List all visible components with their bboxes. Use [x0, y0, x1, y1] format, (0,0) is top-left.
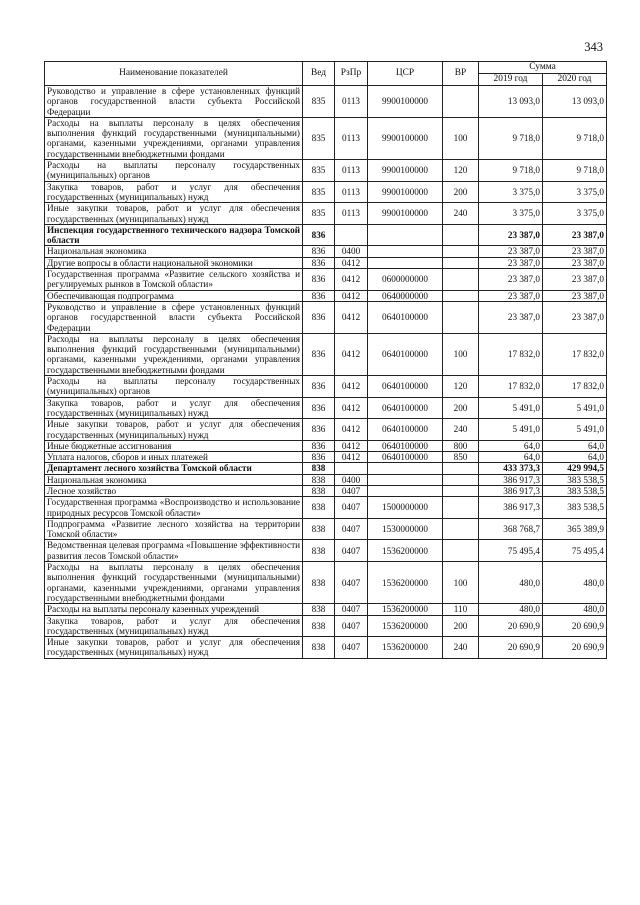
cell-ved: 838	[303, 615, 335, 637]
cell-rzpr	[335, 224, 368, 246]
table-row	[45, 203, 607, 225]
cell-name: Иные закупки товаров, работ и услуг для обеспечения государственных (муниципальных) нужд	[45, 419, 303, 441]
cell-2020: 3 375,0	[543, 181, 607, 203]
cell-ved: 835	[303, 203, 335, 225]
table-body	[45, 86, 607, 659]
cell-vr	[443, 86, 479, 118]
cell-csr: 0640100000	[368, 376, 443, 398]
cell-vr: 200	[443, 181, 479, 203]
cell-csr: 1530000000	[368, 518, 443, 540]
cell-name: Национальная экономика	[45, 246, 303, 257]
cell-rzpr: 0113	[335, 117, 368, 159]
budget-table	[44, 61, 607, 659]
cell-name: Инспекция государственного технического надзора Томской области	[45, 224, 303, 246]
cell-ved: 836	[303, 440, 335, 451]
cell-vr: 120	[443, 160, 479, 182]
table-row	[45, 474, 607, 485]
cell-2020: 64,0	[543, 440, 607, 451]
cell-csr: 9900100000	[368, 86, 443, 118]
cell-2020: 480,0	[543, 562, 607, 604]
cell-vr: 120	[443, 376, 479, 398]
cell-2019: 480,0	[479, 562, 543, 604]
cell-csr: 1536200000	[368, 615, 443, 637]
cell-vr: 100	[443, 562, 479, 604]
cell-name: Лесное хозяйство	[45, 485, 303, 496]
cell-csr	[368, 257, 443, 268]
cell-ved: 838	[303, 518, 335, 540]
cell-2020: 23 387,0	[543, 269, 607, 291]
cell-csr	[368, 474, 443, 485]
cell-2020: 5 491,0	[543, 419, 607, 441]
table-row	[45, 540, 607, 562]
cell-rzpr: 0113	[335, 203, 368, 225]
table-row	[45, 181, 607, 203]
table-row	[45, 269, 607, 291]
cell-vr: 240	[443, 419, 479, 441]
cell-csr: 0640000000	[368, 290, 443, 301]
cell-rzpr: 0407	[335, 540, 368, 562]
table-row	[45, 117, 607, 159]
cell-ved: 835	[303, 181, 335, 203]
table-row	[45, 86, 607, 118]
cell-2020: 383 538,5	[543, 485, 607, 496]
cell-vr: 110	[443, 604, 479, 615]
cell-csr: 1536200000	[368, 637, 443, 659]
cell-vr: 240	[443, 637, 479, 659]
header-sum: Сумма	[479, 62, 607, 74]
cell-2020: 9 718,0	[543, 160, 607, 182]
cell-rzpr: 0407	[335, 604, 368, 615]
table-row	[45, 301, 607, 333]
cell-rzpr: 0407	[335, 637, 368, 659]
cell-2019: 23 387,0	[479, 290, 543, 301]
cell-2019: 17 832,0	[479, 376, 543, 398]
cell-name: Государственная программа «Развитие сельского хозяйства и регулируемых рынков в Томской области»	[45, 269, 303, 291]
cell-vr	[443, 497, 479, 519]
cell-csr	[368, 463, 443, 474]
cell-name: Расходы на выплаты персоналу в целях обеспечения выполнения функций государственными (муниципальными) органами, казенными учреждениями, органами управления государственными внебюджетными фондами	[45, 333, 303, 375]
cell-2019: 20 690,9	[479, 637, 543, 659]
cell-name: Закупка товаров, работ и услуг для обеспечения государственных (муниципальных) нужд	[45, 615, 303, 637]
cell-2019: 480,0	[479, 604, 543, 615]
cell-vr	[443, 301, 479, 333]
cell-rzpr: 0412	[335, 269, 368, 291]
cell-vr	[443, 540, 479, 562]
cell-rzpr: 0113	[335, 86, 368, 118]
table-row	[45, 463, 607, 474]
table-row	[45, 440, 607, 451]
cell-rzpr: 0113	[335, 181, 368, 203]
cell-rzpr: 0412	[335, 257, 368, 268]
cell-vr	[443, 257, 479, 268]
table-row	[45, 562, 607, 604]
cell-2019: 20 690,9	[479, 615, 543, 637]
cell-name: Подпрограмма «Развитие лесного хозяйства на территории Томской области»	[45, 518, 303, 540]
cell-2019: 9 718,0	[479, 160, 543, 182]
cell-ved: 838	[303, 485, 335, 496]
cell-ved: 835	[303, 160, 335, 182]
table-row	[45, 376, 607, 398]
cell-csr: 9900100000	[368, 181, 443, 203]
cell-name: Уплата налогов, сборов и иных платежей	[45, 452, 303, 463]
cell-name: Национальная экономика	[45, 474, 303, 485]
cell-2020: 5 491,0	[543, 397, 607, 419]
cell-vr: 100	[443, 117, 479, 159]
cell-csr: 0640100000	[368, 301, 443, 333]
cell-2020: 9 718,0	[543, 117, 607, 159]
cell-2020: 17 832,0	[543, 376, 607, 398]
cell-ved: 838	[303, 540, 335, 562]
cell-csr	[368, 224, 443, 246]
cell-name: Расходы на выплаты персоналу казенных учреждений	[45, 604, 303, 615]
table-row	[45, 497, 607, 519]
cell-csr: 9900100000	[368, 117, 443, 159]
header-2019: 2019 год	[479, 74, 543, 86]
table-row	[45, 615, 607, 637]
cell-2019: 13 093,0	[479, 86, 543, 118]
table-row	[45, 333, 607, 375]
cell-2019: 23 387,0	[479, 301, 543, 333]
cell-2020: 23 387,0	[543, 224, 607, 246]
cell-name: Расходы на выплаты персоналу в целях обеспечения выполнения функций государственными (муниципальными) органами, казенными учреждениями, органами управления государственными внебюджетными фондами	[45, 562, 303, 604]
cell-ved: 838	[303, 604, 335, 615]
cell-csr: 0640100000	[368, 440, 443, 451]
cell-name: Руководство и управление в сфере установленных функций органов государственной власти субъекта Российской Федерации	[45, 301, 303, 333]
cell-csr	[368, 246, 443, 257]
cell-name: Государственная программа «Воспроизводство и использование природных ресурсов Томской области»	[45, 497, 303, 519]
table-row	[45, 604, 607, 615]
cell-2020: 20 690,9	[543, 637, 607, 659]
cell-name: Обеспечивающая подпрограмма	[45, 290, 303, 301]
cell-vr: 100	[443, 333, 479, 375]
table-row	[45, 452, 607, 463]
cell-ved: 836	[303, 301, 335, 333]
cell-rzpr: 0407	[335, 562, 368, 604]
cell-2019: 3 375,0	[479, 181, 543, 203]
cell-name: Закупка товаров, работ и услуг для обеспечения государственных (муниципальных) нужд	[45, 181, 303, 203]
cell-csr: 1500000000	[368, 497, 443, 519]
cell-vr	[443, 485, 479, 496]
cell-rzpr: 0412	[335, 397, 368, 419]
cell-2020: 23 387,0	[543, 257, 607, 268]
cell-vr	[443, 246, 479, 257]
cell-ved: 836	[303, 246, 335, 257]
cell-rzpr: 0407	[335, 615, 368, 637]
cell-vr	[443, 463, 479, 474]
cell-ved: 836	[303, 257, 335, 268]
cell-rzpr: 0400	[335, 246, 368, 257]
cell-ved: 836	[303, 452, 335, 463]
cell-ved: 838	[303, 463, 335, 474]
cell-ved: 838	[303, 474, 335, 485]
cell-2020: 64,0	[543, 452, 607, 463]
cell-name: Иные закупки товаров, работ и услуг для обеспечения государственных (муниципальных) нужд	[45, 203, 303, 225]
cell-rzpr: 0407	[335, 485, 368, 496]
cell-rzpr: 0400	[335, 474, 368, 485]
cell-ved: 835	[303, 117, 335, 159]
cell-2019: 23 387,0	[479, 224, 543, 246]
cell-2019: 17 832,0	[479, 333, 543, 375]
cell-2020: 75 495,4	[543, 540, 607, 562]
header-name: Наименование показателей	[45, 62, 303, 86]
cell-rzpr: 0412	[335, 301, 368, 333]
cell-2020: 20 690,9	[543, 615, 607, 637]
header-rzpr: РзПр	[335, 62, 368, 86]
cell-vr: 800	[443, 440, 479, 451]
cell-ved: 836	[303, 269, 335, 291]
cell-2020: 429 994,5	[543, 463, 607, 474]
table-row	[45, 224, 607, 246]
table-row	[45, 485, 607, 496]
cell-csr: 0640100000	[368, 397, 443, 419]
cell-2019: 75 495,4	[479, 540, 543, 562]
cell-2019: 64,0	[479, 452, 543, 463]
cell-rzpr: 0412	[335, 452, 368, 463]
cell-rzpr: 0407	[335, 497, 368, 519]
cell-2019: 64,0	[479, 440, 543, 451]
cell-vr	[443, 474, 479, 485]
cell-vr	[443, 224, 479, 246]
cell-ved: 838	[303, 497, 335, 519]
cell-csr: 0640100000	[368, 419, 443, 441]
table-row	[45, 246, 607, 257]
cell-2019: 5 491,0	[479, 419, 543, 441]
cell-2019: 3 375,0	[479, 203, 543, 225]
header-csr: ЦСР	[368, 62, 443, 86]
cell-rzpr: 0412	[335, 290, 368, 301]
cell-csr: 0640100000	[368, 452, 443, 463]
cell-2019: 386 917,3	[479, 485, 543, 496]
cell-csr: 1536200000	[368, 604, 443, 615]
cell-vr	[443, 518, 479, 540]
cell-name: Ведомственная целевая программа «Повышение эффективности развития лесов Томской области»	[45, 540, 303, 562]
cell-2020: 23 387,0	[543, 301, 607, 333]
cell-vr: 200	[443, 397, 479, 419]
cell-vr: 200	[443, 615, 479, 637]
cell-2020: 23 387,0	[543, 246, 607, 257]
cell-vr	[443, 269, 479, 291]
cell-csr: 0640100000	[368, 333, 443, 375]
cell-2020: 13 093,0	[543, 86, 607, 118]
cell-ved: 836	[303, 333, 335, 375]
cell-csr: 1536200000	[368, 540, 443, 562]
table-row	[45, 397, 607, 419]
cell-2019: 5 491,0	[479, 397, 543, 419]
cell-ved: 838	[303, 637, 335, 659]
cell-ved: 836	[303, 376, 335, 398]
cell-rzpr: 0412	[335, 333, 368, 375]
cell-2020: 23 387,0	[543, 290, 607, 301]
cell-2019: 433 373,3	[479, 463, 543, 474]
cell-ved: 836	[303, 224, 335, 246]
cell-ved: 836	[303, 419, 335, 441]
cell-2020: 383 538,5	[543, 474, 607, 485]
cell-name: Иные закупки товаров, работ и услуг для обеспечения государственных (муниципальных) нужд	[45, 637, 303, 659]
page-number: 343	[584, 40, 603, 54]
cell-2019: 386 917,3	[479, 474, 543, 485]
cell-2019: 23 387,0	[479, 246, 543, 257]
table-row	[45, 290, 607, 301]
cell-2020: 365 389,9	[543, 518, 607, 540]
cell-name: Закупка товаров, работ и услуг для обеспечения государственных (муниципальных) нужд	[45, 397, 303, 419]
cell-name: Другие вопросы в области национальной экономики	[45, 257, 303, 268]
cell-rzpr	[335, 463, 368, 474]
cell-vr	[443, 290, 479, 301]
cell-2020: 383 538,5	[543, 497, 607, 519]
table-row	[45, 637, 607, 659]
cell-name: Иные бюджетные ассигнования	[45, 440, 303, 451]
cell-ved: 835	[303, 86, 335, 118]
cell-rzpr: 0412	[335, 419, 368, 441]
table-row	[45, 518, 607, 540]
table-row	[45, 160, 607, 182]
cell-csr: 0600000000	[368, 269, 443, 291]
cell-2019: 23 387,0	[479, 257, 543, 268]
cell-2019: 386 917,3	[479, 497, 543, 519]
cell-rzpr: 0113	[335, 160, 368, 182]
cell-name: Руководство и управление в сфере установленных функций органов государственной власти субъекта Российской Федерации	[45, 86, 303, 118]
cell-rzpr: 0407	[335, 518, 368, 540]
cell-csr: 9900100000	[368, 203, 443, 225]
cell-vr: 850	[443, 452, 479, 463]
cell-name: Расходы на выплаты персоналу государственных (муниципальных) органов	[45, 160, 303, 182]
cell-vr: 240	[443, 203, 479, 225]
cell-2019: 9 718,0	[479, 117, 543, 159]
header-2020: 2020 год	[543, 74, 607, 86]
header-ved: Вед	[303, 62, 335, 86]
cell-name: Расходы на выплаты персоналу государственных (муниципальных) органов	[45, 376, 303, 398]
table-row	[45, 419, 607, 441]
header-vr: ВР	[443, 62, 479, 86]
cell-2020: 3 375,0	[543, 203, 607, 225]
cell-name: Департамент лесного хозяйства Томской области	[45, 463, 303, 474]
cell-2020: 480,0	[543, 604, 607, 615]
cell-2020: 17 832,0	[543, 333, 607, 375]
cell-ved: 838	[303, 562, 335, 604]
cell-2019: 368 768,7	[479, 518, 543, 540]
cell-rzpr: 0412	[335, 440, 368, 451]
cell-csr	[368, 485, 443, 496]
cell-ved: 836	[303, 397, 335, 419]
cell-csr: 9900100000	[368, 160, 443, 182]
cell-ved: 836	[303, 290, 335, 301]
table-row	[45, 257, 607, 268]
cell-csr: 1536200000	[368, 562, 443, 604]
cell-2019: 23 387,0	[479, 269, 543, 291]
cell-rzpr: 0412	[335, 376, 368, 398]
cell-name: Расходы на выплаты персоналу в целях обеспечения выполнения функций государственными (муниципальными) органами, казенными учреждениями, органами управления государственными внебюджетными фондами	[45, 117, 303, 159]
